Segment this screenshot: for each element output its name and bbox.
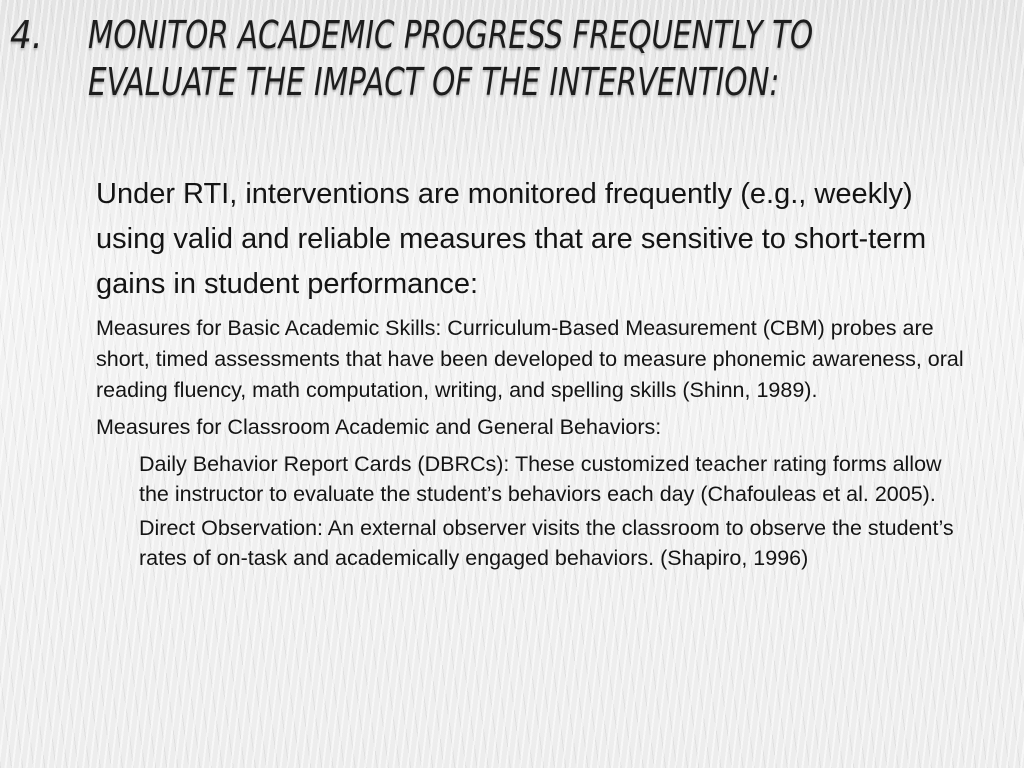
intro-paragraph: Under RTI, interventions are monitored frequently (e.g., weekly) using valid and reliable measures that are sensitive to short-term gains in student performance: <box>96 178 927 300</box>
sub-bullet-dbrc <box>85 449 976 509</box>
bullet-basic-skills <box>30 313 976 406</box>
title-number: 4. <box>10 13 43 57</box>
sub-bullet-text: Direct Observation: An external observer visits the classroom to observe the student’s rates of on-task and academically engaged behaviors. (Shapiro, 1996) <box>139 516 954 570</box>
bullet-heading: Measures for Classroom Academic and General Behaviors: <box>96 415 662 439</box>
bullet-heading: Measures for Basic Academic Skills: <box>96 316 442 340</box>
title-text: MONITOR ACADEMIC PROGRESS FREQUENTLY TO EVALUATE THE IMPACT OF THE INTERVENTION: <box>88 13 814 104</box>
sub-bullet-observation <box>85 513 976 573</box>
sub-bullet-marker-icon: ◦ <box>85 456 90 472</box>
bullet-classroom <box>30 412 976 443</box>
bullet-marker-icon: › <box>30 419 35 435</box>
sub-bullet-text: Daily Behavior Report Cards (DBRCs): These customized teacher rating forms allow the instructor to evaluate the student’s behaviors each day (Chafouleas et al. 2005). <box>139 452 942 506</box>
bullet-marker-icon: › <box>30 320 35 336</box>
slide-body <box>30 172 976 577</box>
bullet-text: Curriculum-Based Measurement (CBM) probes are short, timed assessments that have been developed to measure phonemic awareness, oral reading fluency, math computation, writing, and spelling skills (Shinn, 1989). <box>96 316 964 402</box>
sub-bullet-marker-icon: ◦ <box>85 520 90 536</box>
